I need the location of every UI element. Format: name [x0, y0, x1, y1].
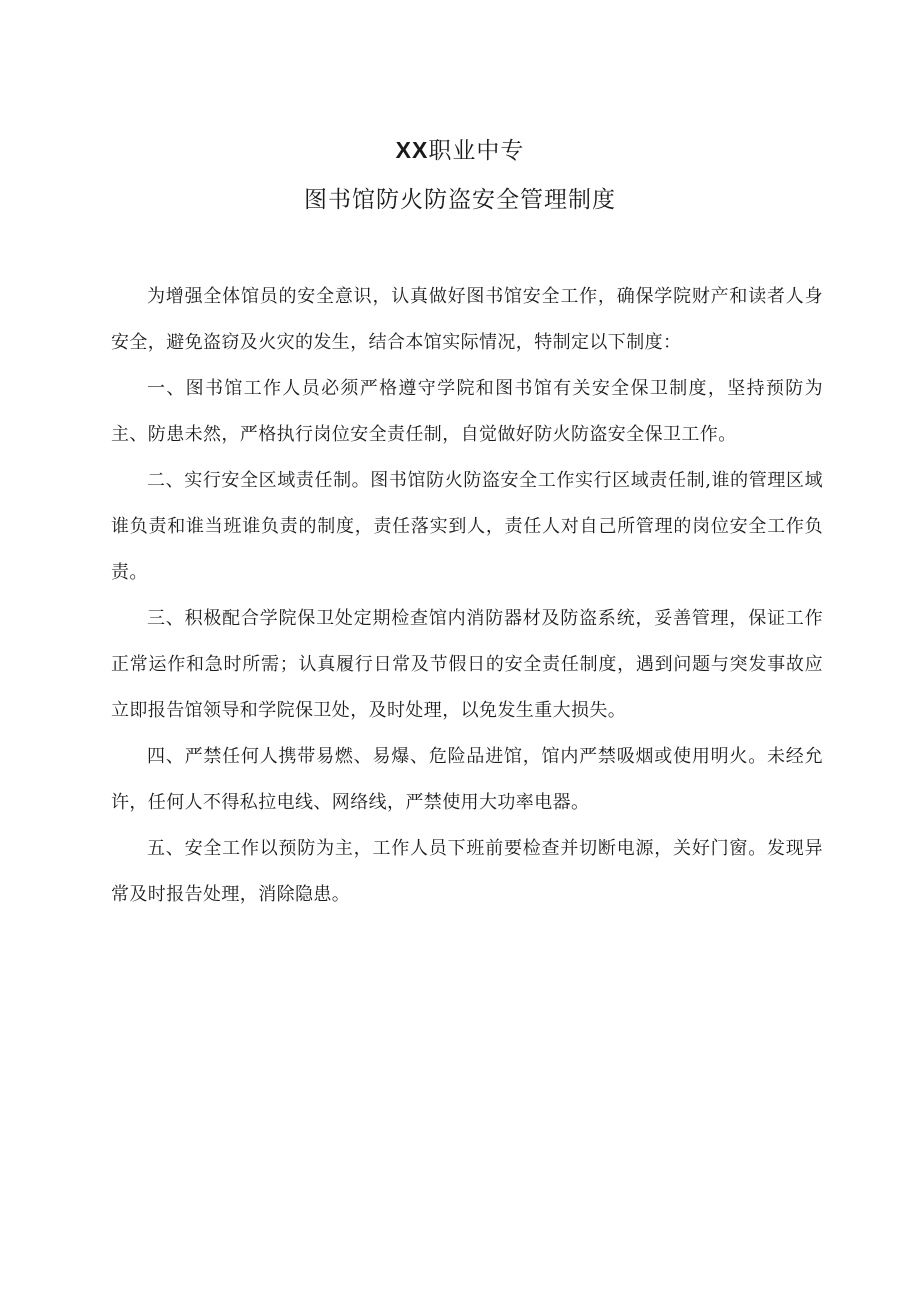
intro-paragraph: 为增强全体馆员的安全意识，认真做好图书馆安全工作，确保学院财产和读者人身安全，避免盗窃及火灾的发生，结合本馆实际情况，特制定以下制度：	[111, 286, 823, 353]
clause-5-paragraph: 五、安全工作以预防为主，工作人员下班前要检查并切断电源，关好门窗。发现异常及时报告处理，消除隐患。	[111, 838, 823, 905]
clause-1-paragraph: 一、图书馆工作人员必须严格遵守学院和图书馆有关安全保卫制度，坚持预防为主、防患未然，严格执行岗位安全责任制，自觉做好防火防盗安全保卫工作。	[111, 378, 823, 445]
document-title	[0, 132, 920, 168]
title-block	[0, 132, 920, 218]
clause-2-paragraph: 二、实行安全区域责任制。图书馆防火防盗安全工作实行区域责任制,谁的管理区域谁负责和谁当班谁负责的制度，责任落实到人，责任人对自己所管理的岗位安全工作负责。	[111, 470, 823, 583]
title-suffix: 职业中专	[428, 138, 525, 164]
title-prefix: XX	[395, 137, 429, 163]
clause-4-paragraph: 四、严禁任何人携带易燃、易爆、危险品进馆，馆内严禁吸烟或使用明火。未经允许，任何人不得私拉电线、网络线，严禁使用大功率电器。	[111, 746, 823, 813]
clause-3-paragraph: 三、积极配合学院保卫处定期检查馆内消防器材及防盗系统，妥善管理，保证工作正常运作和急时所需；认真履行日常及节假日的安全责任制度，遇到问题与突发事故应立即报告馆领导和学院保卫处，及时处理，以免发生重大损失。	[111, 608, 823, 721]
document-subtitle: 图书馆防火防盗安全管理制度	[304, 187, 616, 213]
document-body	[111, 274, 823, 918]
